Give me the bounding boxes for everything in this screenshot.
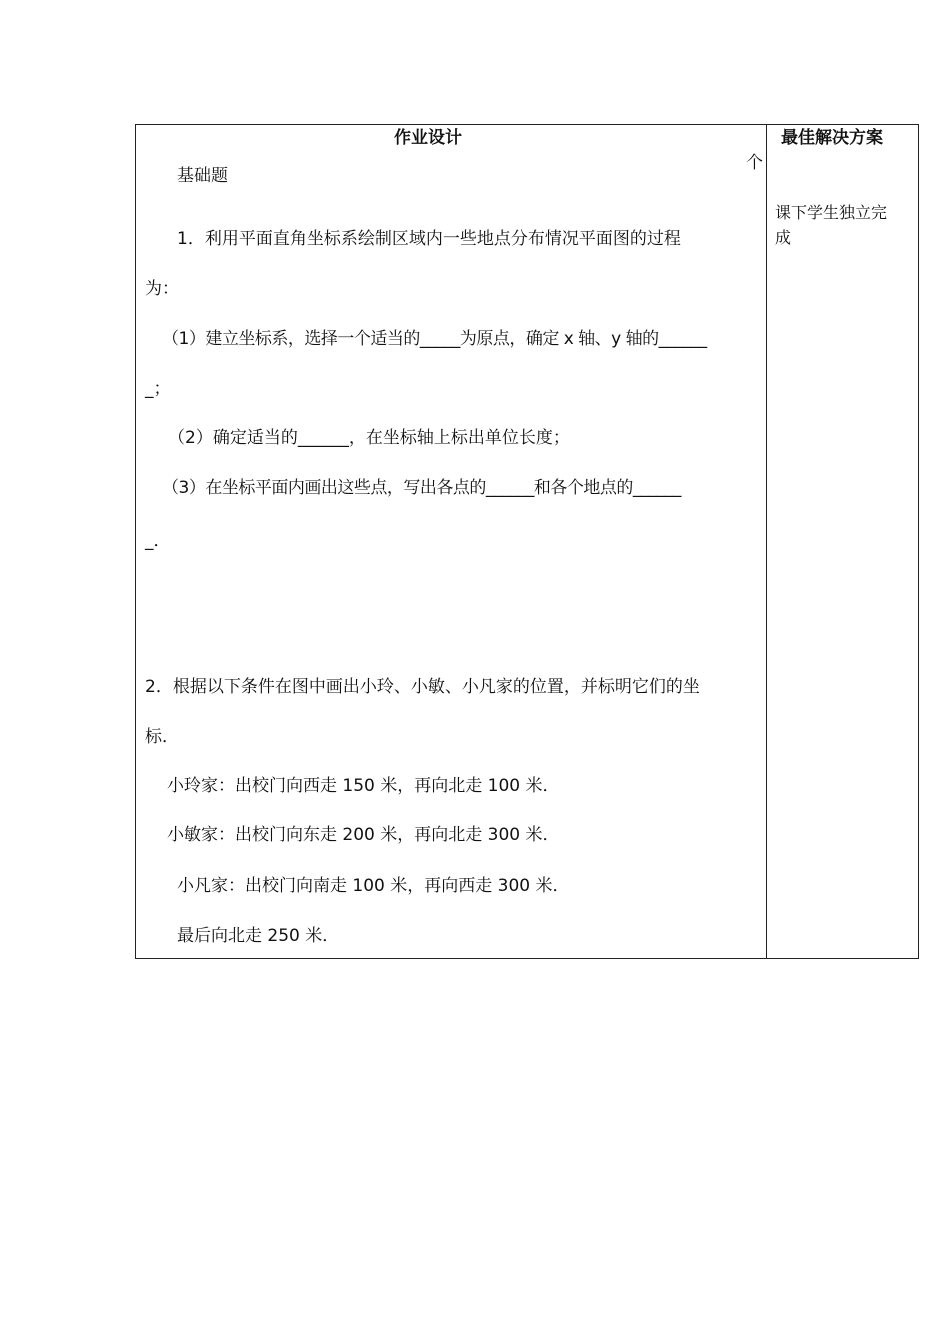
q2-ling-home: 小玲家：出校门向西走 150 米，再向北走 100 米． [167,776,560,796]
q1-item-1-line-2: _； [145,379,171,399]
left-column-header: 作业设计 [394,128,462,148]
q1-item-3-line-1: （3）在坐标平面内画出这些点，写出各点的______和各个地点的______ [162,478,681,498]
q1-item-1-line-1: （1）建立坐标系，选择一个适当的_____为原点，确定 x 轴、y 轴的______ [162,329,707,349]
right-column-header: 最佳解决方案 [781,128,883,148]
q1-item-3-line-2: _． [145,531,171,551]
stray-character: 个 [746,153,763,173]
solution-note-line-1: 课下学生独立完 [775,203,888,222]
q2-fan-home: 小凡家：出校门向南走 100 米，再向西走 300 米． [177,876,570,896]
q2-last-step: 最后向北走 250 米． [177,926,340,946]
q1-item-2: （2）确定适当的______，在坐标轴上标出单位长度； [168,428,570,448]
q2-line-2: 标． [145,727,179,747]
q2-min-home: 小敏家：出校门向东走 200 米，再向北走 300 米． [167,825,560,845]
solution-note-line-2: 成 [775,228,792,247]
column-divider [766,125,767,958]
q1-line-2: 为： [145,279,179,299]
section-title: 基础题 [177,166,228,186]
q2-line-1: 2．根据以下条件在图中画出小玲、小敏、小凡家的位置，并标明它们的坐 [145,677,700,697]
q1-line-1: 1．利用平面直角坐标系绘制区域内一些地点分布情况平面图的过程 [177,229,681,249]
